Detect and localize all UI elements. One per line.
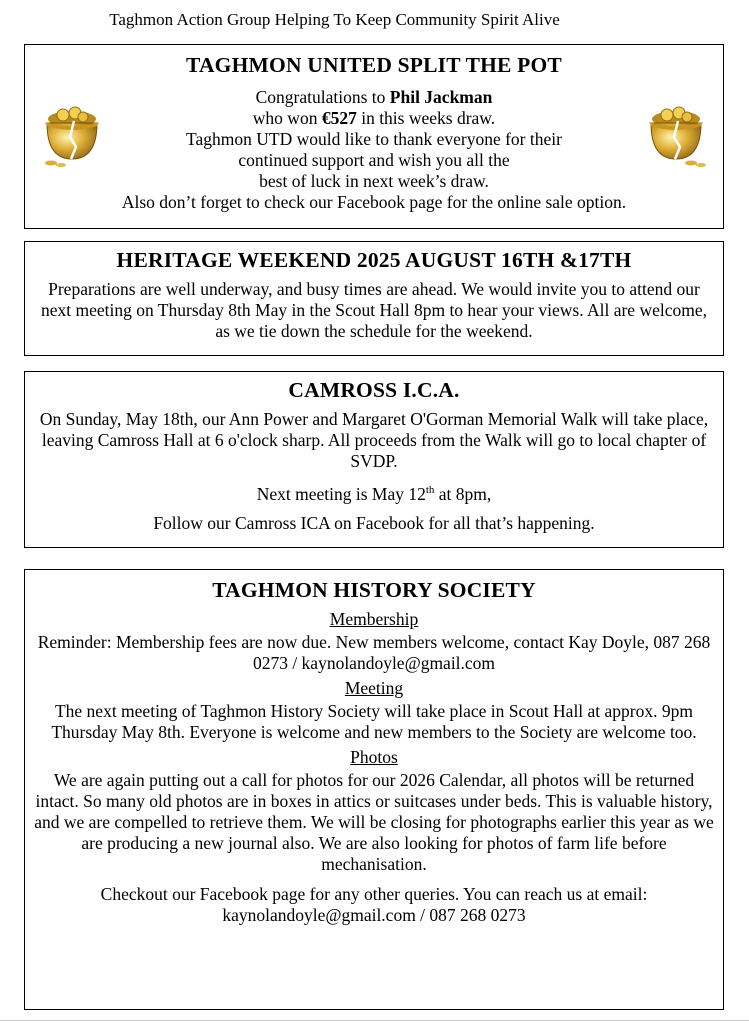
ica-title: CAMROSS I.C.A.: [288, 378, 460, 402]
camross-ica-section: [24, 371, 724, 548]
pot-of-gold-icon: [641, 97, 711, 169]
heritage-title: HERITAGE WEEKEND 2025 AUGUST 16TH &17TH: [116, 248, 632, 272]
ica-next-meeting: [25, 480, 723, 505]
win-amount: €527: [321, 108, 357, 128]
photos-body: We are again putting out a call for photos for our 2026 Calendar, all photos will be returned intact. So many old photos are in boxes in attics or suitcases under beds. This is valuable history, and we are compelled to retrieve them. We will be closing for photographs earlier this year as we are producing a new journal also. We are also looking for photos of farm life before mechanisation.: [34, 770, 714, 874]
amount-prefix: who won: [252, 108, 322, 128]
meeting-body: The next meeting of Taghmon History Society will take place in Scout Hall at approx. 9pm Thursday May 8th. Everyone is welcome and new members to the Society are welcome too.: [51, 701, 697, 742]
next-meeting-sup: th: [425, 484, 435, 496]
header-text: Taghmon Action Group Helping To Keep Community Spirit Alive: [109, 10, 560, 29]
winner-name: Phil Jackman: [389, 87, 493, 107]
amount-suffix: in this weeks draw.: [356, 108, 496, 128]
checkout-body: Checkout our Facebook page for any other queries. You can reach us at email: kaynolandoyle@gmail.com / 087 268 0273: [100, 884, 648, 925]
page-header: [0, 10, 749, 30]
split-the-pot-title: TAGHMON UNITED SPLIT THE POT: [186, 53, 562, 77]
history-title: TAGHMON HISTORY SOCIETY: [212, 578, 536, 602]
support-line: continued support and wish you all the: [238, 150, 510, 170]
luck-line: best of luck in next week’s draw.: [259, 171, 489, 191]
ica-body: On Sunday, May 18th, our Ann Power and Margaret O'Gorman Memorial Walk will take place, leaving Camross Hall at 6 o'clock sharp. All proceeds from the Walk will go to local chapter of SVDP.: [39, 409, 709, 471]
thanks-line: Taghmon UTD would like to thank everyone for their: [186, 129, 562, 149]
history-society-section: [24, 569, 724, 1010]
page-bottom-divider: [0, 1020, 749, 1021]
heritage-body: Preparations are well underway, and busy times are ahead. We would invite you to attend our next meeting on Thursday 8th May in the Scout Hall 8pm to hear your views. All are welcome, as we tie down the schedule for the weekend.: [41, 279, 707, 341]
membership-body: Reminder: Membership fees are now due. New members welcome, contact Kay Doyle, 087 268 0273 / kaynolandoyle@gmail.com: [37, 632, 711, 673]
amount-line: [25, 108, 723, 129]
photos-heading: Photos: [350, 747, 398, 767]
pot-of-gold-icon: [37, 97, 107, 169]
next-meeting-text: Next meeting is May 12: [256, 483, 426, 504]
heritage-weekend-section: [24, 241, 724, 356]
congrats-line: [25, 87, 723, 108]
congrats-prefix: Congratulations to: [255, 87, 390, 107]
split-the-pot-section: [24, 44, 724, 229]
next-meeting-suffix: at 8pm,: [434, 483, 492, 504]
ica-follow: Follow our Camross ICA on Facebook for all that’s happening.: [153, 512, 595, 533]
meeting-heading: Meeting: [344, 678, 404, 698]
facebook-line: Also don’t forget to check our Facebook page for the online sale option.: [121, 192, 627, 212]
membership-heading: Membership: [329, 609, 419, 629]
